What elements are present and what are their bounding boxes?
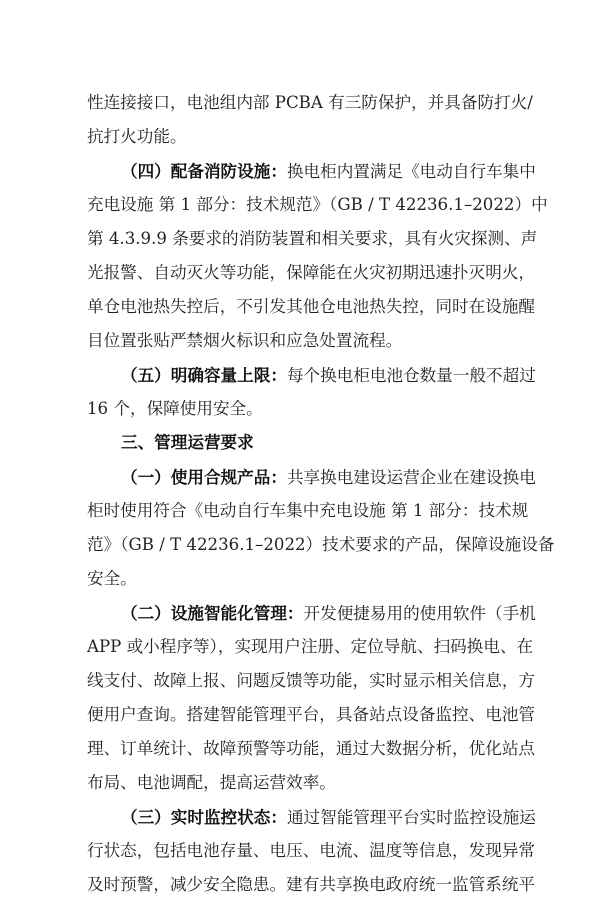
paragraph-line: 线支付、故障上报、问题反馈等功能，实时显示相关信息，方	[87, 671, 536, 690]
paragraph-line: APP 或小程序等），实现用户注册、定位导航、扫码换电、在	[87, 637, 534, 656]
paragraph-line: 光报警、自动灭火等功能，保障能在火灾初期迅速扑灭明火，	[87, 263, 536, 282]
paragraph-line: 性连接接口，电池组内部 PCBA 有三防保护，并具备防打火/	[87, 93, 533, 112]
subsection-label: （五）明确容量上限：	[121, 365, 287, 385]
paragraph-line: 安全。	[87, 569, 137, 588]
paragraph-line: 充电设施 第 1 部分：技术规范》（GB / T 42236.1–2022）中	[87, 195, 548, 214]
subsection-smart-management	[121, 596, 536, 630]
paragraph-line: 及时预警，减少安全隐患。建有共享换电政府统一监管系统平	[87, 875, 536, 894]
paragraph-line: 柜时使用符合《电动自行车集中充电设施 第 1 部分：技术规	[87, 501, 529, 520]
paragraph-text: 通过智能管理平台实时监控设施运	[286, 808, 536, 827]
paragraph-line: 目位置张贴严禁烟火标识和应急处置流程。	[87, 331, 403, 350]
subsection-label: （二）设施智能化管理：	[121, 603, 304, 623]
paragraph-line: 第 4.3.9.9 条要求的消防装置和相关要求，具有火灾探测、声	[87, 229, 538, 248]
subsection-realtime-monitoring	[121, 800, 536, 834]
subsection-compliant-products	[121, 460, 536, 494]
paragraph-line: 抗打火功能。	[87, 127, 187, 146]
subsection-label: （三）实时监控状态：	[121, 807, 287, 827]
paragraph-text: 开发便捷易用的使用软件（手机	[303, 604, 536, 623]
paragraph-line: 布局、电池调配，提高运营效率。	[87, 773, 336, 792]
paragraph-text: 共享换电建设运营企业在建设换电	[286, 468, 536, 487]
subsection-fire-facilities	[121, 154, 536, 188]
paragraph-line: 便用户查询。搭建智能管理平台，具备站点设备监控、电池管	[87, 705, 536, 724]
paragraph-text: 每个换电柜电池仓数量一般不超过	[286, 366, 536, 385]
paragraph-line: 范》（GB / T 42236.1–2022）技术要求的产品，保障设施设备	[87, 535, 555, 554]
paragraph-line: 行状态，包括电池存量、电压、电流、温度等信息，发现异常	[87, 841, 536, 860]
paragraph-line: 单仓电池热失控后，不引发其他仓电池热失控，同时在设施醒	[87, 297, 536, 316]
section-heading: 三、管理运营要求	[121, 433, 254, 452]
subsection-capacity-limit	[121, 358, 536, 392]
paragraph-line: 理、订单统计、故障预警等功能，通过大数据分析，优化站点	[87, 739, 536, 758]
subsection-label: （一）使用合规产品：	[121, 467, 287, 487]
paragraph-text: 换电柜内置满足《电动自行车集中	[286, 162, 536, 181]
subsection-label: （四）配备消防设施：	[121, 161, 287, 181]
paragraph-line: 16 个，保障使用安全。	[87, 399, 263, 418]
